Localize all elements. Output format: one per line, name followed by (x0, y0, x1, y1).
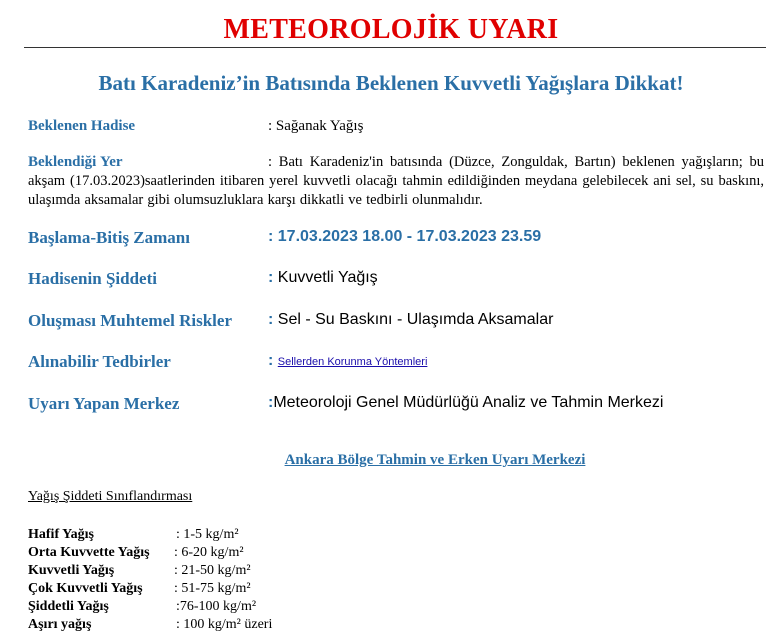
classification-value: : 21-50 kg/m² (174, 563, 251, 578)
title-divider (24, 47, 766, 48)
classification-row: Hafif Yağış (28, 527, 94, 542)
regional-center-link[interactable]: Ankara Bölge Tahmin ve Erken Uyarı Merkezi (284, 452, 586, 468)
classification-value: : 100 kg/m² üzeri (176, 617, 273, 632)
risks-label: Oluşması Muhtemel Riskler (28, 311, 232, 330)
classification-value: : 1-5 kg/m² (176, 527, 239, 542)
warning-title: METEOROLOJİK UYARI (223, 14, 559, 45)
time-value: : 17.03.2023 18.00 - 17.03.2023 23.59 (268, 228, 542, 245)
classification-row: Orta Kuvvette Yağış (28, 545, 150, 560)
classification-value: : 6-20 kg/m² (174, 545, 244, 560)
classification-heading: Yağış Şiddeti Sınıflandırması (28, 489, 193, 504)
risks-value: : Sel - Su Baskını - Ulaşımda Aksamalar (268, 311, 554, 328)
classification-row: Aşırı yağış (28, 617, 92, 632)
classification-row: Şiddetli Yağış (28, 599, 109, 614)
event-value: : Sağanak Yağış (268, 118, 364, 134)
time-label: Başlama-Bitiş Zamanı (28, 228, 190, 247)
severity-value: : Kuvvetli Yağış (268, 269, 378, 286)
measures-label: Alınabilir Tedbirler (28, 352, 171, 371)
classification-value: :76-100 kg/m² (176, 599, 257, 614)
classification-row: Kuvvetli Yağış (28, 563, 115, 578)
classification-value: : 51-75 kg/m² (174, 581, 251, 596)
severity-label: Hadisenin Şiddeti (28, 269, 157, 288)
center-label: Uyarı Yapan Merkez (28, 394, 180, 413)
measures-value: : Sellerden Korunma Yöntemleri (268, 352, 428, 369)
warning-subtitle: Batı Karadeniz’in Batısında Beklenen Kuvvetli Yağışlara Dikkat! (98, 71, 684, 95)
event-label: Beklenen Hadise (28, 118, 136, 134)
center-value: :Meteoroloji Genel Müdürlüğü Analiz ve Tahmin Merkezi (268, 394, 664, 411)
location-paragraph (28, 153, 764, 210)
flood-protection-link[interactable]: Sellerden Korunma Yöntemleri (277, 356, 428, 368)
location-text: : Batı Karadeniz'in batısında (Düzce, Zonguldak, Bartın) beklenen yağışların; bu akşam (17.03.2023)saatlerinden itibaren yerel kuvvetli olacağı tahmin edildiğinden meydana gelebilecek ani sel, su baskını, ulaşımda aksamalar gibi olumsuzluklara karşı dikkatli ve tedbirli olunmalıdır. (28, 154, 764, 208)
location-label: Beklendiği Yer (28, 154, 123, 170)
classification-row: Çok Kuvvetli Yağış (28, 581, 143, 596)
